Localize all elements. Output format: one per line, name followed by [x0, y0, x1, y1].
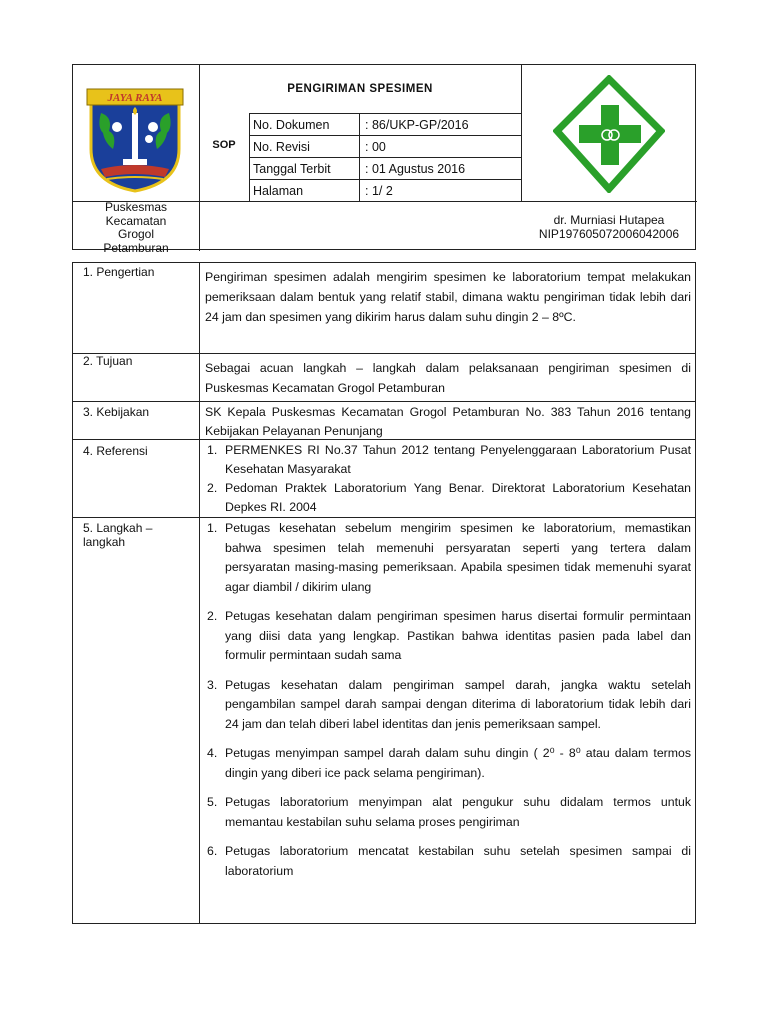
row-divider — [73, 401, 695, 402]
header-divider — [249, 135, 521, 136]
list-item: 2. Pedoman Praktek Laboratorium Yang Benar. Direktorat Laboratorium Kesehatan Depkes RI. 2004 — [207, 481, 691, 514]
meta-value: : 01 Agustus 2016 — [365, 162, 466, 176]
jaya-raya-crest-logo — [83, 87, 187, 195]
section-text-tujuan: Sebagai acuan langkah – langkah dalam pelaksanaan pengiriman spesimen di Puskesmas Kecamatan Grogol Petamburan — [205, 361, 691, 395]
row-divider — [73, 517, 695, 518]
sop-label: SOP — [212, 139, 236, 151]
header-divider — [521, 65, 522, 201]
section-label-tujuan: 2. Tujuan — [83, 354, 133, 368]
section-label-langkah: 5. Langkah – langkah — [83, 521, 153, 549]
document-header — [72, 64, 696, 255]
section-label-referensi: 4. Referensi — [83, 444, 148, 458]
list-item: 2. Petugas kesehatan dalam pengiriman spesimen harus disertai formulir permintaan yang diisi data yang lengkap. Pastikan bahwa identitas pasien pada label dan formulir permintaan sudah sama — [207, 609, 691, 662]
sop-content-table — [72, 262, 696, 924]
meta-value: : 00 — [365, 140, 386, 154]
signatory-nip: NIP197605072006042006 — [538, 226, 680, 241]
column-divider — [199, 263, 200, 923]
header-divider — [249, 113, 521, 114]
list-item: 1. Petugas kesehatan sebelum mengirim spesimen ke laboratorium, memastikan bahwa spesimen telah memenuhi persyaratan seperti yang tertera dalam persyaratan masing-masing pemeriksaan. Apabila spesimen tidak memenuhi syarat agar diambil / dikirim ulang — [207, 521, 691, 594]
list-item: 6. Petugas laboratorium mencatat kestabilan suhu setelah spesimen sampai di laboratorium — [207, 844, 691, 878]
meta-value: : 1/ 2 — [365, 184, 393, 198]
steps-list — [205, 519, 691, 891]
list-item: 1. PERMENKES RI No.37 Tahun 2012 tentang Penyelenggaraan Laboratorium Pusat Kesehatan Masyarakat — [207, 443, 691, 476]
section-text-pengertian: Pengiriman spesimen adalah mengirim spesimen ke laboratorium tempat melakukan pemeriksaan dalam bentuk yang relatif stabil, dimana waktu pengiriman tidak lebih dari 24 jam dan spesimen yang dikirim harus dalam suhu dingin 2 – 8ºC. — [205, 270, 691, 324]
list-item: 5. Petugas laboratorium menyimpan alat pengukur suhu didalam termos untuk memantau kestabilan suhu selama proses pengiriman — [207, 795, 691, 829]
meta-value: : 86/UKP-GP/2016 — [365, 118, 469, 132]
meta-label: No. Dokumen — [253, 118, 330, 132]
section-label-kebijakan: 3. Kebijakan — [83, 405, 150, 419]
section-text-kebijakan: SK Kepala Puskesmas Kecamatan Grogol Petamburan No. 383 Tahun 2016 tentang Kebijakan Pelayanan Penunjang — [205, 405, 691, 438]
crest-banner-text: JAYA RAYA — [107, 92, 163, 104]
meta-label: Tanggal Terbit — [253, 162, 331, 176]
header-divider — [249, 179, 521, 180]
header-divider — [249, 157, 521, 158]
list-item: 3. Petugas kesehatan dalam pengiriman sampel darah, jangka waktu setelah pengambilan sampel darah sampai dengan diterima di laboratorium tidak lebih dari 24 jam dan telah diberi label identitas dan jenis pemeriksaan sampel. — [207, 677, 691, 731]
signatory — [521, 214, 697, 241]
puskesmas-logo — [553, 75, 665, 193]
document-title: PENGIRIMAN SPESIMEN — [287, 83, 433, 95]
list-item: 4. Petugas menyimpan sampel darah dalam suhu dingin ( 2⁰ - 8⁰ atau dalam termos dingin yang diberi ice pack selama pengiriman). — [207, 746, 691, 780]
meta-label: Halaman — [253, 184, 304, 198]
organization-name: Puskesmas Kecamatan Grogol Petamburan — [103, 200, 169, 255]
signatory-name: dr. Murniasi Hutapea — [553, 213, 665, 227]
reference-list — [205, 441, 691, 517]
meta-label: No. Revisi — [253, 140, 310, 154]
section-label-pengertian: 1. Pengertian — [83, 265, 155, 279]
